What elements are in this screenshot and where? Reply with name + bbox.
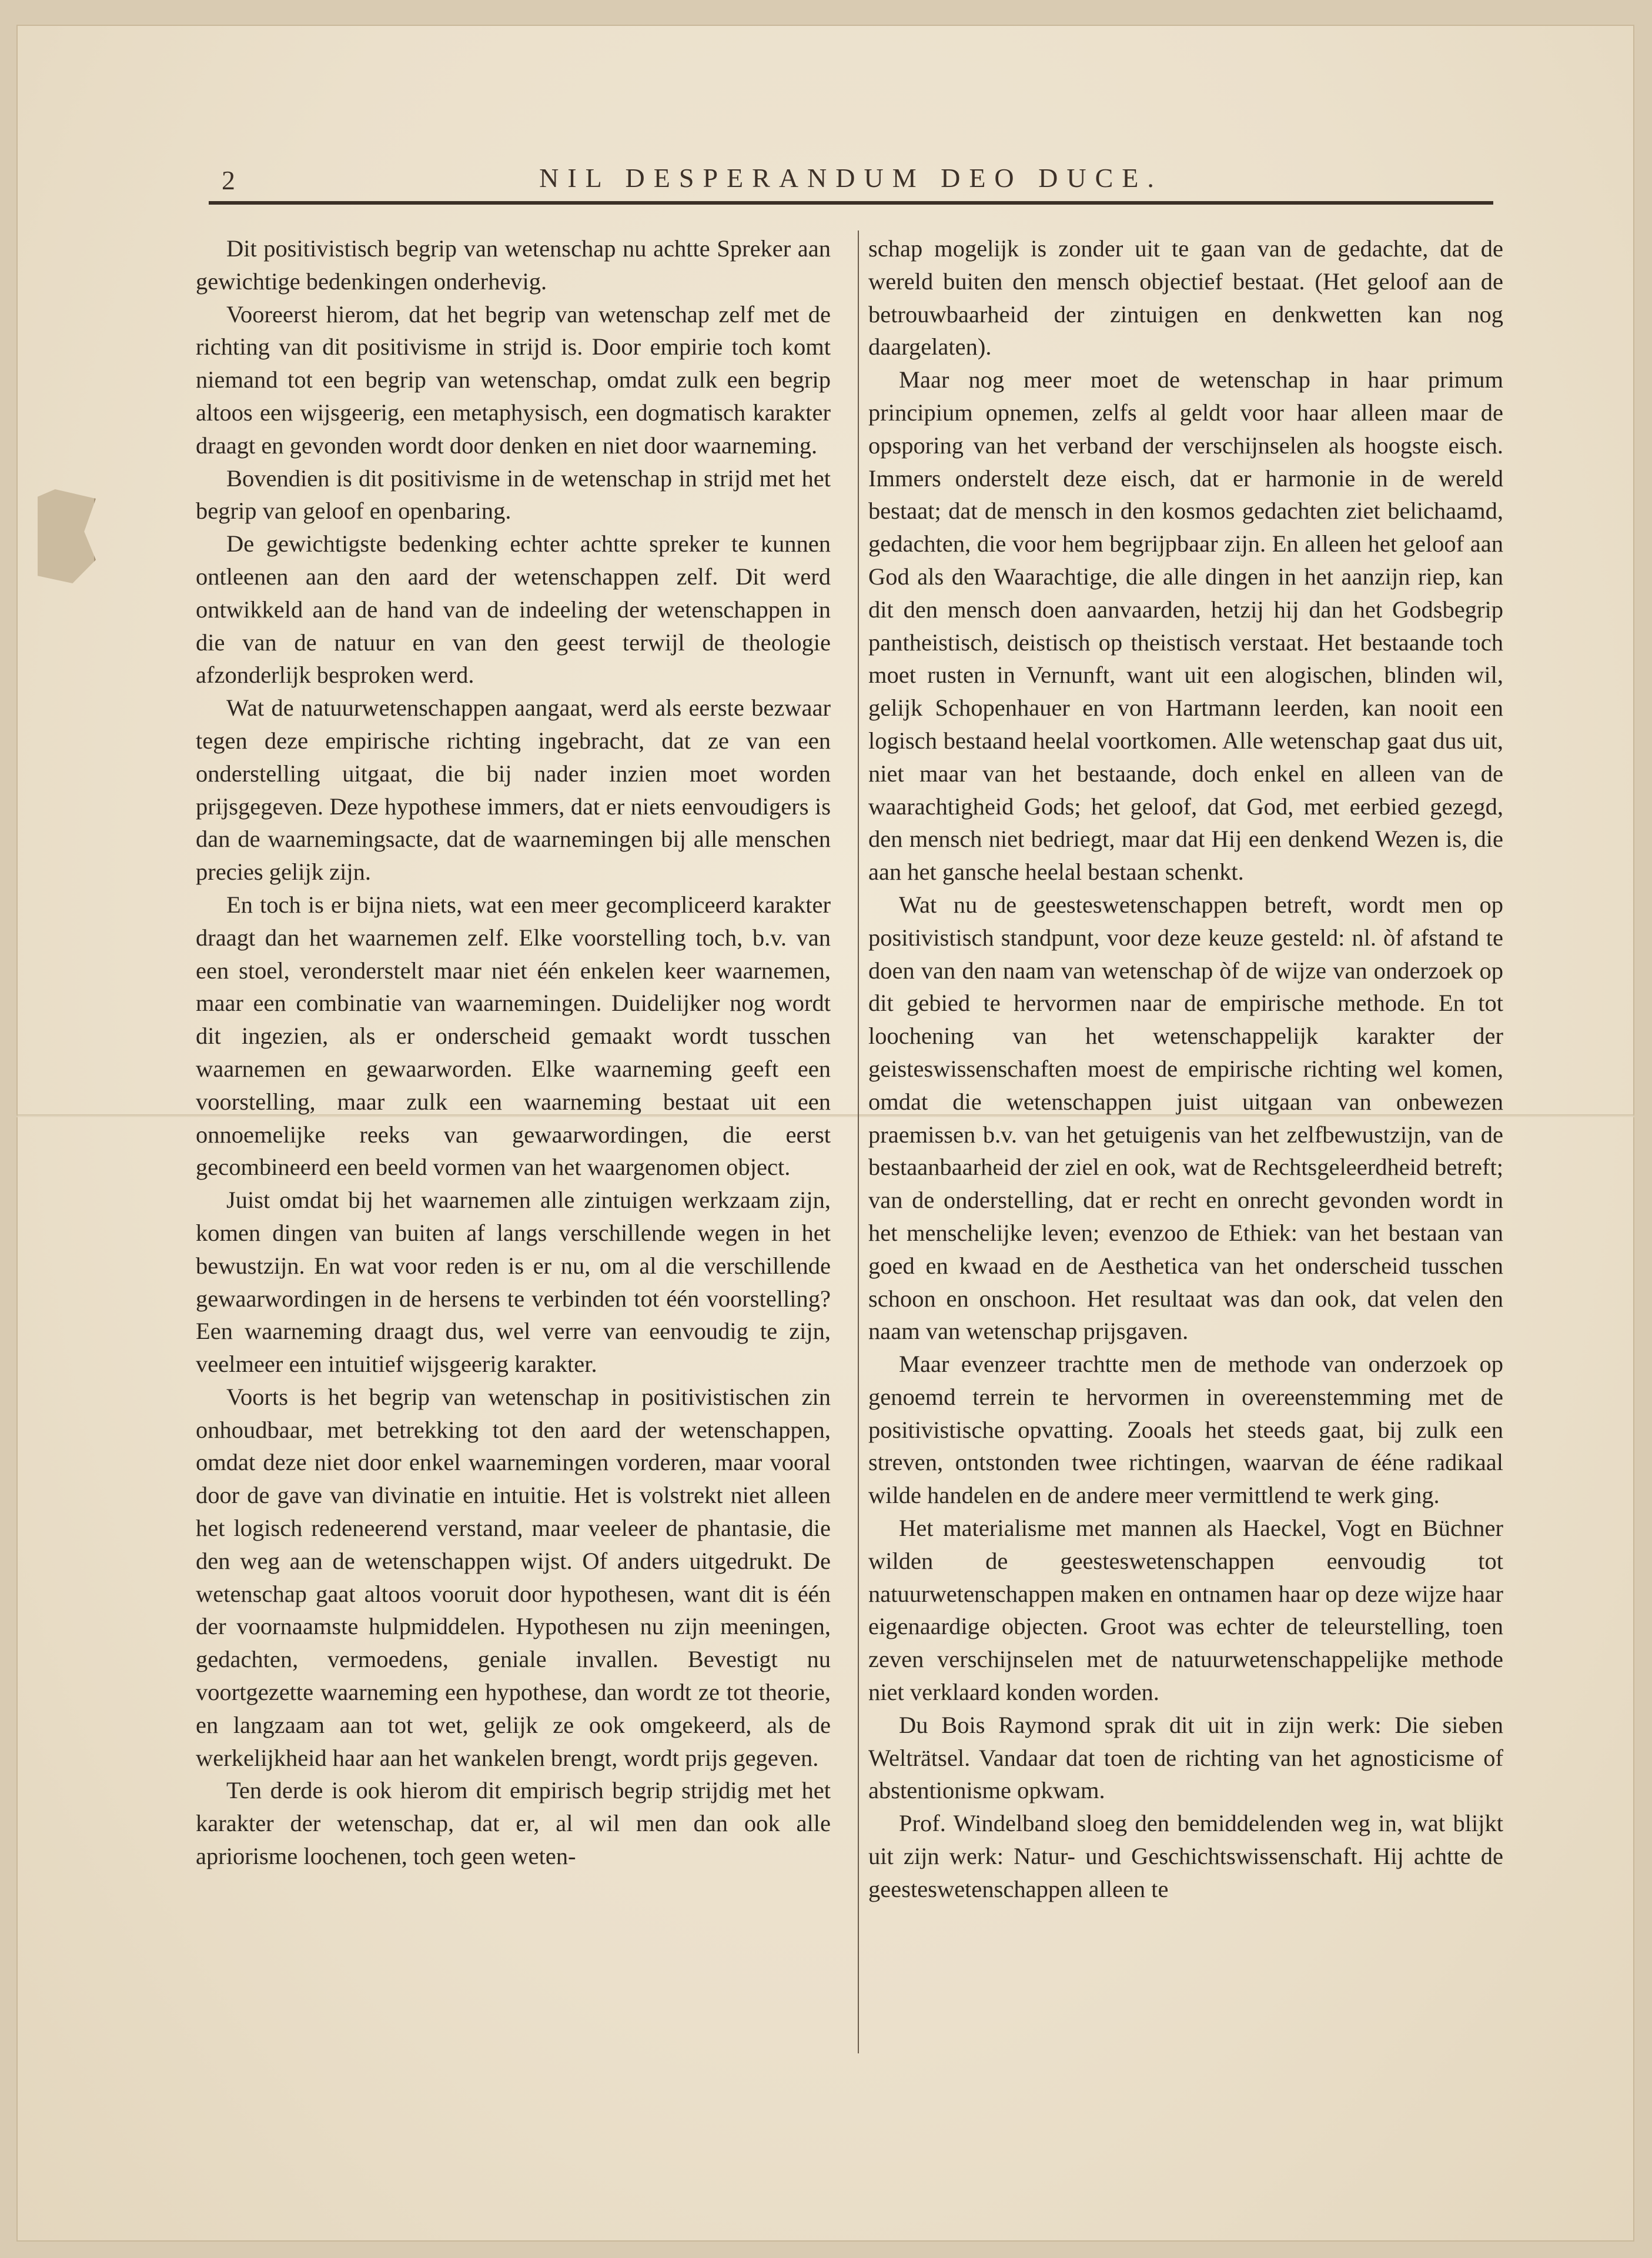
page-header [209, 160, 1493, 201]
paragraph: Maar nog meer moet de wetenschap in haar primum principium opnemen, zelfs al geldt voor haar alleen maar de opsporing van het verband der verschijnselen als hoogste eisch. Immers onderstelt deze eisch, dat er harmonie in de wereld bestaat; dat de mensch in den kosmos gedachten ziet belichaamd, gedachten, die voor hem begrijpbaar zijn. En alleen het geloof aan God als den Waarachtige, die alle dingen in het aanzijn riep, kan dit den mensch doen aanvaarden, hetzij hij dan het Godsbegrip pantheistisch, deistisch op theistisch verstaat. Het bestaande toch moet rusten in Vernunft, want uit een alogischen, blinden wil, gelijk Schopenhauer en von Hartmann leerden, kan nooit een logisch bestaand heelal voortkomen. Alle wetenschap gaat dus uit, niet maar van het bestaande, doch enkel en alleen van de waarachtigheid Gods; het geloof, dat God, met eerbied gezegd, den mensch niet bedriegt, maar dat Hij een denkend Wezen is, die aan het gansche heelal bestaan schenkt. [868, 366, 1503, 886]
left-column [196, 232, 831, 1873]
paragraph: Wat de natuurwetenschappen aangaat, werd als eerste bezwaar tegen deze empirische richting ingebracht, dat ze van een onderstelling uitgaat, die bij nader inzien moet worden prijsgegeven. Deze hypothese immers, dat er niets eenvoudigers is dan de waarnemingsacte, dat de waarnemingen bij alle menschen precies gelijk zijn. [196, 694, 831, 886]
running-head: NIL DESPERANDUM DEO DUCE. [539, 163, 1163, 193]
header-rule [209, 201, 1493, 205]
page-number: 2 [222, 165, 235, 195]
right-column [868, 232, 1503, 1906]
paragraph: Bovendien is dit positivisme in de wetenschap in strijd met het begrip van geloof en openbaring. [196, 465, 831, 525]
column-divider [858, 231, 859, 2053]
paragraph: Prof. Windelband sloeg den bemiddelenden weg in, wat blijkt uit zijn werk: Natur- und Geschichtswissenschaft. Hij achtte de geesteswetenschappen alleen te [868, 1810, 1503, 1902]
paragraph: Vooreerst hierom, dat het begrip van wetenschap zelf met de richting van dit positivisme in strijd is. Door empirie toch komt niemand tot een begrip van wetenschap, omdat zulk een begrip altoos een wijsgeerig, een metaphysisch, een dogmatisch karakter draagt en gevonden wordt door denken en niet door waarneming. [196, 300, 831, 459]
paragraph: De gewichtigste bedenking echter achtte spreker te kunnen ontleenen aan den aard der wetenschappen zelf. Dit werd ontwikkeld aan de hand van de indeeling der wetenschappen in die van de natuur en van den geest terwijl de theologie afzonderlijk besproken werd. [196, 530, 831, 689]
paragraph: Ten derde is ook hierom dit empirisch begrip strijdig met het karakter der wetenschap, dat er, al wil men dan ook alle apriorisme loochenen, toch geen weten- [196, 1777, 831, 1870]
paragraph: Du Bois Raymond sprak dit uit in zijn werk: Die sieben Welträtsel. Vandaar dat toen de richting van het agnosticisme of abstentionisme opkwam. [868, 1711, 1503, 1804]
paragraph: Wat nu de geesteswetenschappen betreft, wordt men op positivistisch standpunt, voor deze keuze gesteld: nl. òf afstand te doen van den naam van wetenschap òf de wijze van onderzoek op dit gebied te hervormen naar de empirische methode. En tot loochening van het wetenschappelijk karakter der geisteswissenschaften moest de empirische richting wel komen, omdat die wetenschappen juist uitgaan van onbewezen praemissen b.v. van het getuigenis van het zelfbewustzijn, van de bestaanbaarheid der ziel en ook, wat de Rechtsgeleerdheid betreft; van de onderstelling, dat er recht en onrecht gevonden wordt in het menschelijke leven; evenzoo de Ethiek: van het bestaan van goed en kwaad en de Aesthetica van het onderscheid tusschen schoon en onschoon. Het resultaat was dan ook, dat velen den naam van wetenschap prijsgaven. [868, 891, 1503, 1345]
paragraph: Juist omdat bij het waarnemen alle zintuigen werkzaam zijn, komen dingen van buiten af langs verschillende wegen in het bewustzijn. En wat voor reden is er nu, om al die verschillende gewaarwordingen in de hersens te verbinden tot één voorstelling? Een waarneming draagt dus, wel verre van eenvoudig te zijn, veelmeer een intuitief wijsgeerig karakter. [196, 1187, 831, 1378]
paragraph: Voorts is het begrip van wetenschap in positivistischen zin onhoudbaar, met betrekking tot den aard der wetenschappen, omdat deze niet door enkel waarnemingen vorderen, maar vooral door de gave van divinatie en intuitie. Het is volstrekt niet alleen het logisch redeneerend verstand, maar veeleer de phantasie, die den weg aan de wetenschappen wijst. Of anders uitgedrukt. De wetenschap gaat altoos vooruit door hypothesen, want dit is één der voornaamste hulpmiddelen. Hypothesen nu zijn meeningen, gedachten, vermoedens, geniale invallen. Bevestigt nu voortgezette waarneming een hypothese, dan wordt ze tot theorie, en langzaam aan tot wet, gelijk ze ook omgekeerd, als de werkelijkheid haar aan het wankelen brengt, wordt prijs gegeven. [196, 1383, 831, 1771]
paragraph: Dit positivistisch begrip van wetenschap nu achtte Spreker aan gewichtige bedenkingen onderhevig. [196, 235, 831, 295]
paragraph-continued: schap mogelijk is zonder uit te gaan van de gedachte, dat de wereld buiten den mensch objectief bestaat. (Het geloof aan de betrouwbaarheid der zintuigen en denkwetten kan nog daargelaten). [868, 235, 1503, 360]
paragraph: Maar evenzeer trachtte men de methode van onderzoek op genoemd terrein te hervormen in overeenstemming met de positivistische opvatting. Zooals het steeds gaat, bij zulk een streven, ontstonden twee richtingen, waarvan de ééne radikaal wilde handelen en de andere meer vermittlend te werk ging. [868, 1351, 1503, 1509]
paragraph: En toch is er bijna niets, wat een meer gecompliceerd karakter draagt dan het waarnemen zelf. Elke voorstelling toch, b.v. van een stoel, veronderstelt maar niet één enkelen keer waarnemen, maar een combinatie van waarnemingen. Duidelijker nog wordt dit ingezien, als er onderscheid gemaakt wordt tusschen waarnemen en gewaarworden. Elke waarneming geeft een voorstelling, maar zulk een waarneming bestaat uit een onnoemelijke reeks van gewaarwordingen, die eerst gecombineerd een beeld vormen van het waargenomen object. [196, 891, 831, 1181]
paragraph: Het materialisme met mannen als Haeckel, Vogt en Büchner wilden de geesteswetenschappen eenvoudig tot natuurwetenschappen maken en ontnamen haar op deze wijze haar eigenaardige objecten. Groot was echter de teleurstelling, toen zeven verschijnselen met de natuurwetenschappelijke methode niet verklaard konden worden. [868, 1515, 1503, 1706]
